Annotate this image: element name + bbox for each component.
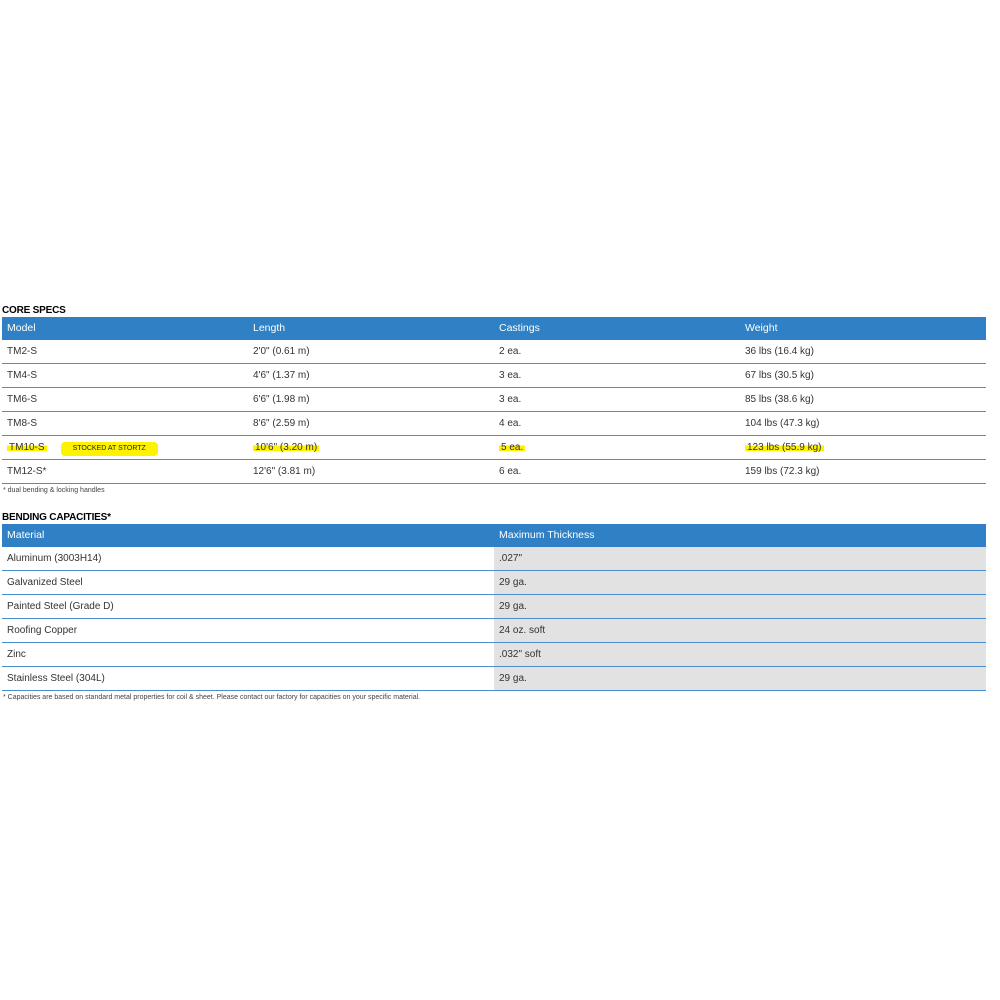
table-row [2, 595, 986, 619]
thickness-cell: 29 ga. [494, 667, 986, 691]
thickness-cell: .027" [494, 547, 986, 571]
header-material: Material [2, 524, 494, 547]
length-cell: 6'6" (1.98 m) [248, 388, 494, 412]
weight-cell: 104 lbs (47.3 kg) [740, 412, 986, 436]
header-max-thickness: Maximum Thickness [494, 524, 986, 547]
model-cell: TM2-S [2, 340, 248, 364]
castings-cell: 3 ea. [494, 364, 740, 388]
table-row [2, 643, 986, 667]
table-row [2, 571, 986, 595]
length-cell [248, 436, 494, 460]
castings-cell: 3 ea. [494, 388, 740, 412]
spec-sheet [2, 305, 986, 707]
table-row [2, 619, 986, 643]
material-cell: Stainless Steel (304L) [2, 667, 494, 691]
length-cell: 4'6" (1.37 m) [248, 364, 494, 388]
core-specs-header-row [2, 317, 986, 340]
thickness-cell: .032" soft [494, 643, 986, 667]
weight-cell: 159 lbs (72.3 kg) [740, 460, 986, 484]
model-cell: TM8-S [2, 412, 248, 436]
bending-capacities-table [2, 524, 986, 691]
length-cell: 8'6" (2.59 m) [248, 412, 494, 436]
thickness-cell: 29 ga. [494, 595, 986, 619]
bending-header-row [2, 524, 986, 547]
weight-highlight: 123 lbs (55.9 kg) [747, 442, 822, 453]
core-specs-table [2, 317, 986, 484]
table-row [2, 388, 986, 412]
header-weight: Weight [740, 317, 986, 340]
model-cell [2, 436, 248, 460]
model-cell: TM4-S [2, 364, 248, 388]
bending-capacities-footnote: * Capacities are based on standard metal properties for coil & sheet. Please contact our factory for capacities on your specific material. [3, 694, 421, 701]
table-row [2, 667, 986, 691]
weight-cell [740, 436, 986, 460]
length-highlight: 10'6" (3.20 m) [255, 442, 318, 453]
length-cell: 12'6" (3.81 m) [248, 460, 494, 484]
length-cell: 2'0" (0.61 m) [248, 340, 494, 364]
model-cell: TM12-S* [2, 460, 248, 484]
thickness-cell: 29 ga. [494, 571, 986, 595]
material-cell: Zinc [2, 643, 494, 667]
table-row [2, 340, 986, 364]
core-specs-footnote: * dual bending & locking handles [3, 487, 105, 494]
weight-cell: 67 lbs (30.5 kg) [740, 364, 986, 388]
table-row [2, 412, 986, 436]
table-row-highlighted [2, 436, 986, 460]
table-row [2, 547, 986, 571]
model-cell: TM6-S [2, 388, 248, 412]
header-model: Model [2, 317, 248, 340]
castings-cell: 2 ea. [494, 340, 740, 364]
table-row [2, 460, 986, 484]
core-specs-title: CORE SPECS [2, 305, 66, 316]
material-cell: Roofing Copper [2, 619, 494, 643]
bending-capacities-title: BENDING CAPACITIES* [2, 512, 111, 523]
model-highlight: TM10-S [9, 442, 45, 453]
material-cell: Galvanized Steel [2, 571, 494, 595]
header-length: Length [248, 317, 494, 340]
castings-highlight: 5 ea. [501, 442, 524, 453]
material-cell: Aluminum (3003H14) [2, 547, 494, 571]
castings-cell: 6 ea. [494, 460, 740, 484]
thickness-cell: 24 oz. soft [494, 619, 986, 643]
weight-cell: 85 lbs (38.6 kg) [740, 388, 986, 412]
weight-cell: 36 lbs (16.4 kg) [740, 340, 986, 364]
material-cell: Painted Steel (Grade D) [2, 595, 494, 619]
header-castings: Castings [494, 317, 740, 340]
table-row [2, 364, 986, 388]
castings-cell: 4 ea. [494, 412, 740, 436]
stocked-badge: STOCKED AT STORTZ [61, 442, 158, 456]
castings-cell [494, 436, 740, 460]
